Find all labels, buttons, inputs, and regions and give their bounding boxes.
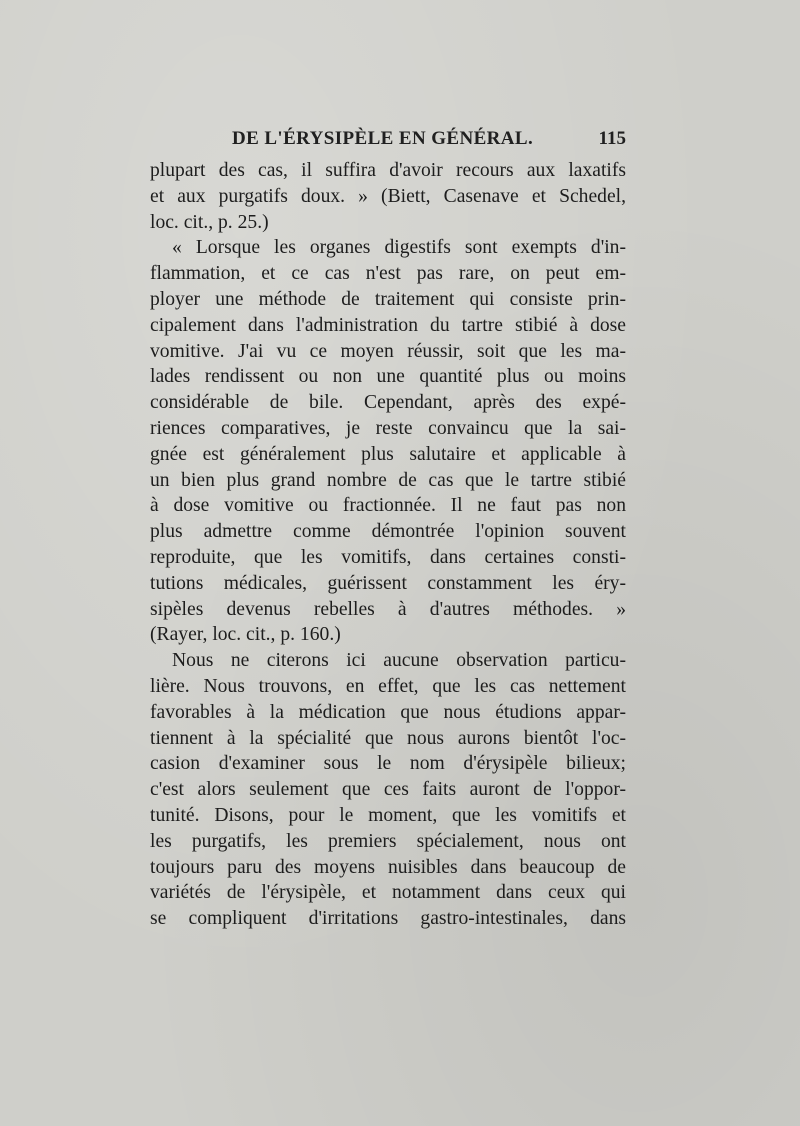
text-line: gnée est généralement plus salutaire et applicable à	[150, 443, 626, 465]
text-line: et aux purgatifs doux. » (Biett, Casenave et Schedel,	[150, 185, 626, 207]
text-line: flammation, et ce cas n'est pas rare, on peut em-	[150, 263, 626, 285]
text-line: sipèles devenus rebelles à d'autres méthodes. »	[150, 598, 626, 620]
text-line: favorables à la médication que nous étudions appar-	[150, 701, 626, 723]
text-line: un bien plus grand nombre de cas que le tartre stibié	[150, 469, 626, 491]
text-line: à dose vomitive ou fractionnée. Il ne faut pas non	[150, 495, 626, 517]
text-line: lière. Nous trouvons, en effet, que les cas nettement	[150, 675, 626, 697]
text-line: considérable de bile. Cependant, après des expé-	[150, 392, 626, 414]
text-line: lades rendissent ou non une quantité plus ou moins	[150, 366, 626, 388]
page-header	[150, 128, 626, 156]
page-number: 115	[598, 128, 626, 149]
text-line: c'est alors seulement que ces faits auront de l'oppor-	[150, 779, 626, 801]
running-head: DE L'ÉRYSIPÈLE EN GÉNÉRAL.	[232, 128, 534, 149]
text-line: tiennent à la spécialité que nous aurons bientôt l'oc-	[150, 727, 626, 749]
text-line: vomitive. J'ai vu ce moyen réussir, soit que les ma-	[150, 340, 626, 362]
text-line: ployer une méthode de traitement qui consiste prin-	[150, 288, 626, 310]
text-line: (Rayer, loc. cit., p. 160.)	[150, 624, 341, 646]
text-line: les purgatifs, les premiers spécialement, nous ont	[150, 830, 626, 852]
body-text	[150, 158, 626, 932]
text-line: Nous ne citerons ici aucune observation particu-	[172, 650, 626, 672]
text-line: plupart des cas, il suffira d'avoir recours aux laxatifs	[150, 160, 626, 181]
text-line: se compliquent d'irritations gastro-intestinales, dans	[150, 908, 626, 930]
text-line: cipalement dans l'administration du tartre stibié à dose	[150, 314, 626, 336]
text-line: « Lorsque les organes digestifs sont exempts d'in-	[172, 237, 626, 259]
text-line: reproduite, que les vomitifs, dans certaines consti-	[150, 546, 626, 568]
text-line: variétés de l'érysipèle, et notamment dans ceux qui	[150, 882, 626, 904]
text-line: casion d'examiner sous le nom d'érysipèle bilieux;	[150, 753, 626, 775]
text-line: plus admettre comme démontrée l'opinion souvent	[150, 521, 626, 543]
text-line: loc. cit., p. 25.)	[150, 211, 269, 233]
text-line: toujours paru des moyens nuisibles dans beaucoup de	[150, 856, 626, 878]
text-line: tutions médicales, guérissent constamment les éry-	[150, 572, 626, 594]
text-line: tunité. Disons, pour le moment, que les vomitifs et	[150, 804, 626, 826]
text-line: riences comparatives, je reste convaincu que la sai-	[150, 417, 626, 439]
